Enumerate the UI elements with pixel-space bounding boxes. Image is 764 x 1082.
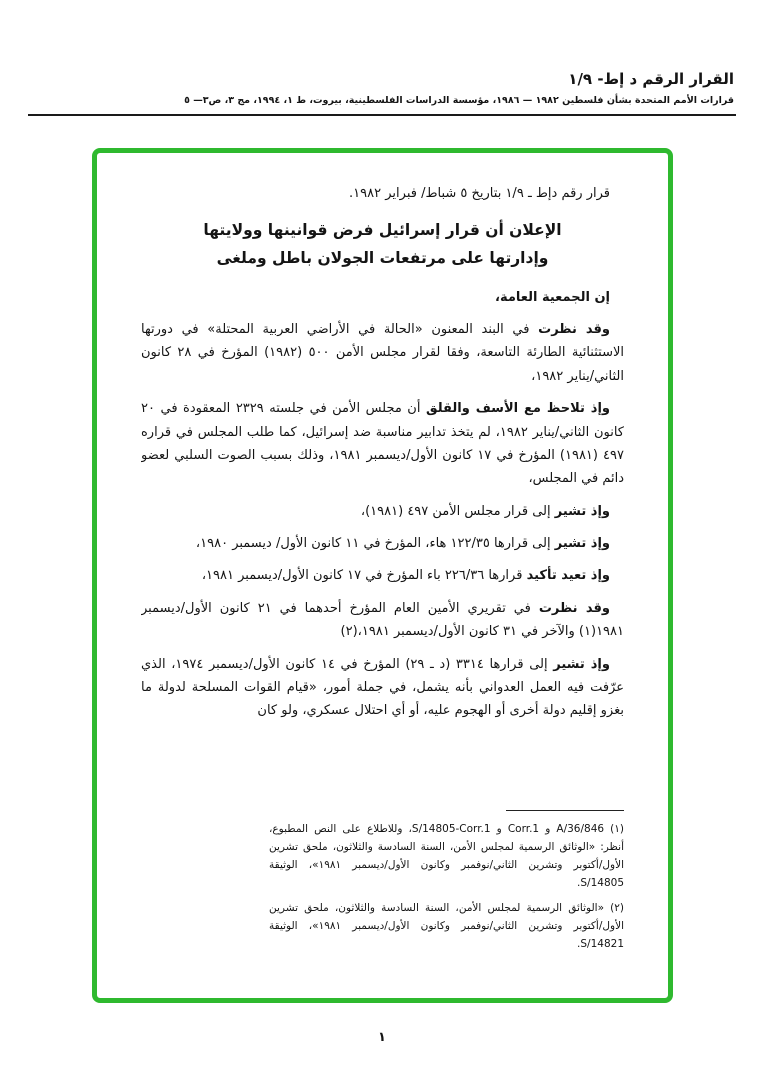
paragraph-lead: وإذ تشير — [554, 503, 610, 519]
paragraph-text: إلى قرارها ١٢٢/٣٥ هاء، المؤرخ في ١١ كانون الأول/ ديسمبر ١٩٨٠، — [195, 536, 551, 552]
document-frame — [92, 148, 673, 1003]
footnote-1 — [269, 821, 624, 892]
paragraph-6 — [141, 597, 624, 644]
paragraph-lead: وقد نظرت — [538, 600, 610, 616]
paragraph-5 — [141, 564, 624, 587]
footnote-text: «الوثائق الرسمية لمجلس الأمن، السنة السادسة والثلاثون، ملحق تشرين الأول/أكتوبر وتشرين الثاني/نوفمبر وكانون الأول/ديسمبر ١٩٨١»، الوثيقة S/14821. — [269, 902, 624, 951]
paragraph-lead: وإذ تشير — [554, 536, 610, 552]
resolution-date-line: قرار رقم دإط ـ ١/٩ بتاريخ ٥ شباط/ فبراير ١٩٨٢. — [349, 186, 610, 201]
paragraph-lead: وإذ تشير — [553, 656, 610, 672]
document-body — [141, 183, 624, 804]
paragraph-lead: وإذ تعيد تأكيد — [526, 568, 610, 584]
footnote-separator — [506, 810, 624, 811]
paragraph-4 — [141, 532, 624, 555]
paragraph-text: قرارها ٢٢٦/٣٦ باء المؤرخ في ١٧ كانون الأول/ديسمبر ١٩٨١، — [201, 568, 523, 584]
opening-line: إن الجمعية العامة، — [495, 289, 610, 305]
footnote-text: A/36/846 و Corr.1 و S/14805-Corr.1، وللاطلاع على النص المطبوع، أنظر: «الوثائق الرسمية لمجلس الأمن، السنة السادسة والثلاثون، ملحق تشرين الأول/أكتوبر وتشرين الثاني/نوفمبر وكانون الأول/ديسمبر ١٩٨١»، الوثيقة S/14805. — [269, 823, 624, 889]
header-source-line: قرارات الأمم المتحدة بشأن فلسطين ١٩٨٢ — ١٩٨٦، مؤسسة الدراسات الفلسطينية، بيروت، ط ١، ١٩٩٤، مج ٣، ص٣— ٥ — [184, 95, 734, 106]
paragraph-2 — [141, 397, 624, 491]
paragraph-text: في البند المعنون «الحالة في الأراضي العربية المحتلة» في دورتها الاستثنائية الطارئة التاسعة، وفقا لقرار مجلس الأمن ٥٠٠ (١٩٨٢) المؤرخ في ٢٨ كانون الثاني/يناير ١٩٨٢، — [141, 321, 624, 384]
paragraph-text: إلى قرارها ٣٣١٤ (د ـ ٢٩) المؤرخ في ١٤ كانون الأول/ديسمبر ١٩٧٤، الذي عرّفت فيه العمل العدواني بأنه يشمل، في جملة أمور، «قيام القوات المسلحة لدولة ما بغزو إقليم دولة أخرى أو الهجوم عليه، أو أي احتلال عسكري، ولو كان — [141, 656, 624, 719]
footnotes-section — [141, 804, 624, 962]
document-header — [30, 70, 734, 106]
paragraph-1 — [141, 318, 624, 388]
footnote-marker: (٢) — [610, 902, 624, 915]
footnote-marker: (١) — [610, 823, 625, 836]
footnote-2 — [269, 900, 624, 954]
paragraph-3 — [141, 500, 624, 523]
paragraph-text: في تقريري الأمين العام المؤرخ أحدهما في ٢١ كانون الأول/ديسمبر ١٩٨١(١) والآخر في ٣١ كانون الأول/ديسمبر ١٩٨١،(٢) — [141, 600, 624, 640]
header-title: القرار الرقم د إط- ١/٩ — [568, 70, 734, 88]
page-number: ١ — [378, 1030, 386, 1045]
paragraph-lead: وإذ تلاحظ مع الأسف والقلق — [425, 401, 610, 417]
header-rule — [28, 114, 736, 116]
paragraph-text: إلى قرار مجلس الأمن ٤٩٧ (١٩٨١)، — [360, 503, 551, 519]
paragraph-text: أن مجلس الأمن في جلسته ٢٣٢٩ المعقودة في ٢٠ كانون الثاني/يناير ١٩٨٢، لم يتخذ تدابير مناسبة ضد إسرائيل، كما طلب المجلس في قراره ٤٩٧ (١٩٨١) المؤرخ في ١٧ كانون الأول/ديسمبر ١٩٨١، وذلك بسبب الصوت السلبي لعضو دائم في المجلس، — [141, 401, 624, 487]
paragraph-7 — [141, 653, 624, 723]
resolution-title: الإعلان أن قرار إسرائيل فرض قوانينها وولايتها وإدارتها على مرتفعات الجولان باطل وملغى — [203, 221, 562, 267]
paragraph-lead: وقد نظرت — [538, 321, 610, 337]
